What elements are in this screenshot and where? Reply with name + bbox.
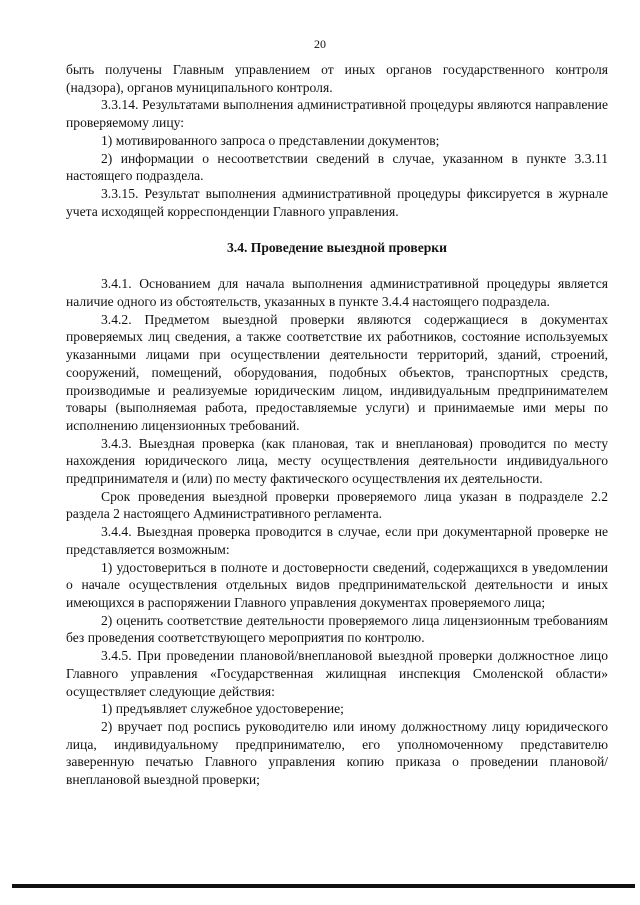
document-body <box>66 61 608 789</box>
paragraph: быть получены Главным управлением от иных органов государственного контроля (надзора), органов муниципального контроля. <box>66 62 608 95</box>
paragraph: 3.3.15. Результат выполнения административной процедуры фиксируется в журнале учета исходящей корреспонденции Главного управления. <box>66 185 608 219</box>
paragraphs-after-heading <box>66 275 608 788</box>
paragraph: 3.4.4. Выездная проверка проводится в случае, если при документарной проверке не представляется возможным: <box>66 524 608 557</box>
section-heading: 3.4. Проведение выездной проверки <box>227 240 447 256</box>
bottom-rule <box>12 884 635 888</box>
paragraph: 2) вручает под роспись руководителю или иному должностному лицу юридического лица, индивидуальному предпринимателю, его уполномоченному представителю заверенную печатью Главного управления копию приказа о проведении плановой/внеплановой выездной проверки; <box>66 718 608 788</box>
paragraphs-before-heading <box>66 61 608 220</box>
paragraph: 2) оценить соответствие деятельности проверяемого лица лицензионным требованиям без проведения соответствующего мероприятия по контролю. <box>66 612 608 646</box>
page-number: 20 <box>314 37 326 51</box>
paragraph: 1) мотивированного запроса о представлении документов; <box>101 132 440 148</box>
paragraph: 3.4.3. Выездная проверка (как плановая, так и внеплановая) проводится по месту нахождения юридического лица, месту осуществления деятельности индивидуального предпринимателя и (или) по месту фактического осуществления их деятельности. <box>66 435 608 487</box>
paragraph: 2) информации о несоответствии сведений в случае, указанном в пункте 3.3.11 настоящего подраздела. <box>66 150 608 184</box>
paragraph: 3.4.2. Предметом выездной проверки являются содержащиеся в документах проверяемых лиц сведения, а также соответствие их работников, состояние используемых указанными лицами при осуществлении деятельности территорий, зданий, строений, сооружений, помещений, оборудования, подобных объектов, транспортных средств, производимые и реализуемые юридическим лицом, индивидуальным предпринимателем товары (выполняемая работа, предоставляемые услуги) и принимаемые ими меры по исполнению лицензионных требований. <box>66 311 608 433</box>
paragraph: 3.4.5. При проведении плановой/внеплановой выездной проверки должностное лицо Главного управления «Государственная жилищная инспекция Смоленской области» осуществляет следующие действия: <box>66 648 608 699</box>
paragraph: 3.3.14. Результатами выполнения административной процедуры являются направление проверяемому лицу: <box>66 97 608 131</box>
paragraph: 3.4.1. Основанием для начала выполнения административной процедуры является наличие одного из обстоятельств, указанных в пункте 3.4.4 настоящего подраздела. <box>66 276 608 310</box>
paragraph: 1) удостовериться в полноте и достоверности сведений, содержащихся в уведомлении о начале осуществления отдельных видов предпринимательской деятельности и иных имеющихся в распоряжении Главного управления документах проверяемого лица; <box>66 559 608 610</box>
paragraph: Срок проведения выездной проверки проверяемого лица указан в подразделе 2.2 раздела 2 настоящего Административного регламента. <box>66 488 608 522</box>
paragraph: 1) предъявляет служебное удостоверение; <box>101 701 344 717</box>
